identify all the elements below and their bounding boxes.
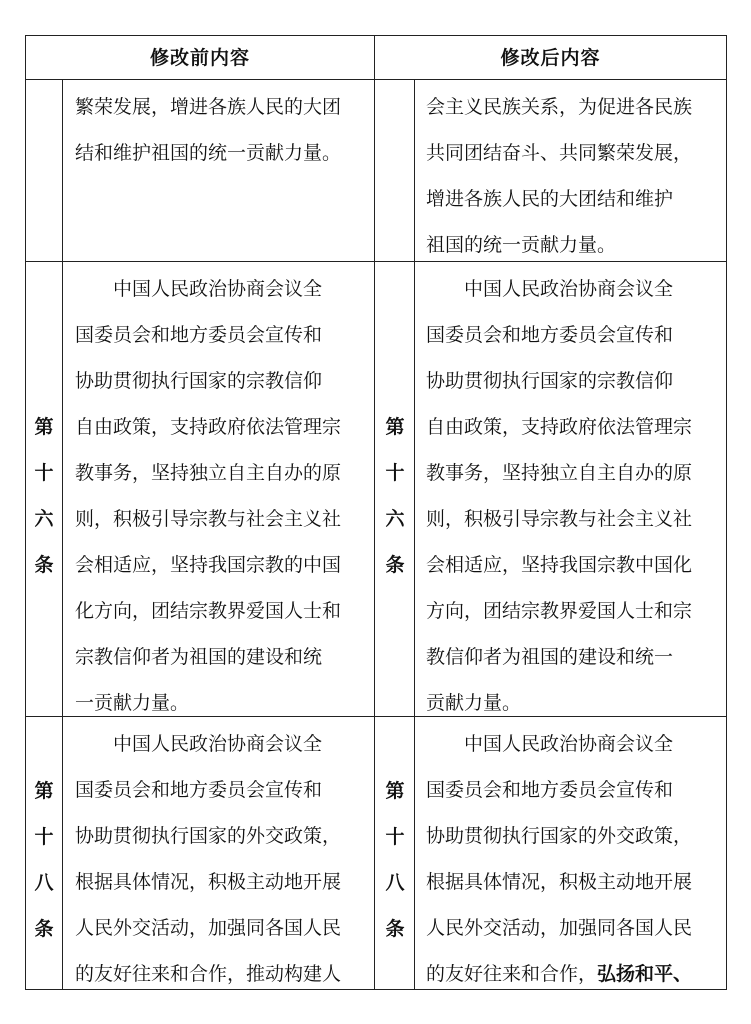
label-char: 第	[34, 416, 54, 438]
amended-bold-text: 弘扬和平、	[597, 963, 693, 985]
label-char: 十	[34, 826, 54, 848]
text-line: 的友好往来和合作，推动构建人	[75, 963, 342, 985]
text-line: 教事务，坚持独立自主自办的原	[75, 462, 342, 484]
row1-after-text	[426, 84, 692, 268]
label-char: 八	[34, 872, 54, 894]
label-char: 十	[34, 462, 54, 484]
text-line: 会相适应，坚持我国宗教的中国	[75, 554, 342, 576]
row2-before-text	[75, 266, 341, 726]
row2-after-text	[426, 266, 692, 726]
text-line: 教信仰者为祖国的建设和统一	[426, 646, 674, 668]
label-char: 第	[385, 780, 405, 802]
label-char: 第	[34, 780, 54, 802]
label-char: 条	[34, 918, 54, 940]
label-divider-left	[62, 79, 63, 990]
text-line: 贡献力量。	[426, 692, 522, 714]
text-line: 中国人民政治协商会议全	[426, 733, 674, 755]
article-18-label-before	[26, 768, 62, 952]
text-line: 宗教信仰者为祖国的建设和统	[75, 646, 323, 668]
row3-after-text	[426, 721, 692, 997]
text-line: 国委员会和地方委员会宣传和	[75, 324, 323, 346]
label-char: 六	[34, 508, 54, 530]
text-line: 则，积极引导宗教与社会主义社	[426, 508, 693, 530]
label-char: 条	[34, 554, 54, 576]
text-line: 协助贯彻执行国家的宗教信仰	[75, 370, 323, 392]
text-line: 增进各族人民的大团结和维护	[426, 188, 674, 210]
row3-before-text	[75, 721, 341, 997]
text-line: 根据具体情况，积极主动地开展	[75, 871, 342, 893]
article-16-label-after	[376, 404, 414, 588]
text-line: 则，积极引导宗教与社会主义社	[75, 508, 342, 530]
text-line: 中国人民政治协商会议全	[426, 278, 674, 300]
text-line: 会相适应，坚持我国宗教中国化	[426, 554, 693, 576]
text-line: 教事务，坚持独立自主自办的原	[426, 462, 693, 484]
text-line: 国委员会和地方委员会宣传和	[75, 779, 323, 801]
label-char: 第	[385, 416, 405, 438]
text-line: 结和维护祖国的统一贡献力量。	[75, 142, 342, 164]
text-line: 国委员会和地方委员会宣传和	[426, 779, 674, 801]
article-18-label-after	[376, 768, 414, 952]
label-char: 十	[385, 826, 405, 848]
text-line: 自由政策，支持政府依法管理宗	[75, 416, 342, 438]
text-line: 人民外交活动，加强同各国人民	[75, 917, 342, 939]
text-line: 中国人民政治协商会议全	[75, 733, 323, 755]
text-line	[426, 951, 692, 997]
label-char: 条	[385, 918, 405, 940]
table-border-right	[726, 35, 727, 990]
text-line: 国委员会和地方委员会宣传和	[426, 324, 674, 346]
text-line: 根据具体情况，积极主动地开展	[426, 871, 693, 893]
label-char: 六	[385, 508, 405, 530]
text-segment: 的友好往来和合作，	[426, 963, 598, 985]
text-line: 方向，团结宗教界爱国人士和宗	[426, 600, 693, 622]
column-divider	[374, 35, 375, 990]
text-line: 会主义民族关系，为促进各民族	[426, 96, 693, 118]
text-line: 一贡献力量。	[75, 692, 190, 714]
label-char: 条	[385, 554, 405, 576]
text-line: 繁荣发展，增进各族人民的大团	[75, 96, 342, 118]
label-char: 十	[385, 462, 405, 484]
label-divider-right	[414, 79, 415, 990]
text-line: 人民外交活动，加强同各国人民	[426, 917, 693, 939]
header-after: 修改后内容	[500, 47, 601, 69]
text-line: 自由政策，支持政府依法管理宗	[426, 416, 693, 438]
article-16-label-before	[26, 404, 62, 588]
text-line: 化方向，团结宗教界爱国人士和	[75, 600, 342, 622]
text-line: 协助贯彻执行国家的外交政策，	[75, 825, 342, 847]
text-line: 祖国的统一贡献力量。	[426, 234, 617, 256]
text-line: 中国人民政治协商会议全	[75, 278, 323, 300]
text-line: 共同团结奋斗、共同繁荣发展，	[426, 142, 693, 164]
label-char: 八	[385, 872, 405, 894]
row1-before-text	[75, 84, 341, 176]
text-line: 协助贯彻执行国家的外交政策，	[426, 825, 693, 847]
text-line: 协助贯彻执行国家的宗教信仰	[426, 370, 674, 392]
header-before: 修改前内容	[149, 47, 250, 69]
